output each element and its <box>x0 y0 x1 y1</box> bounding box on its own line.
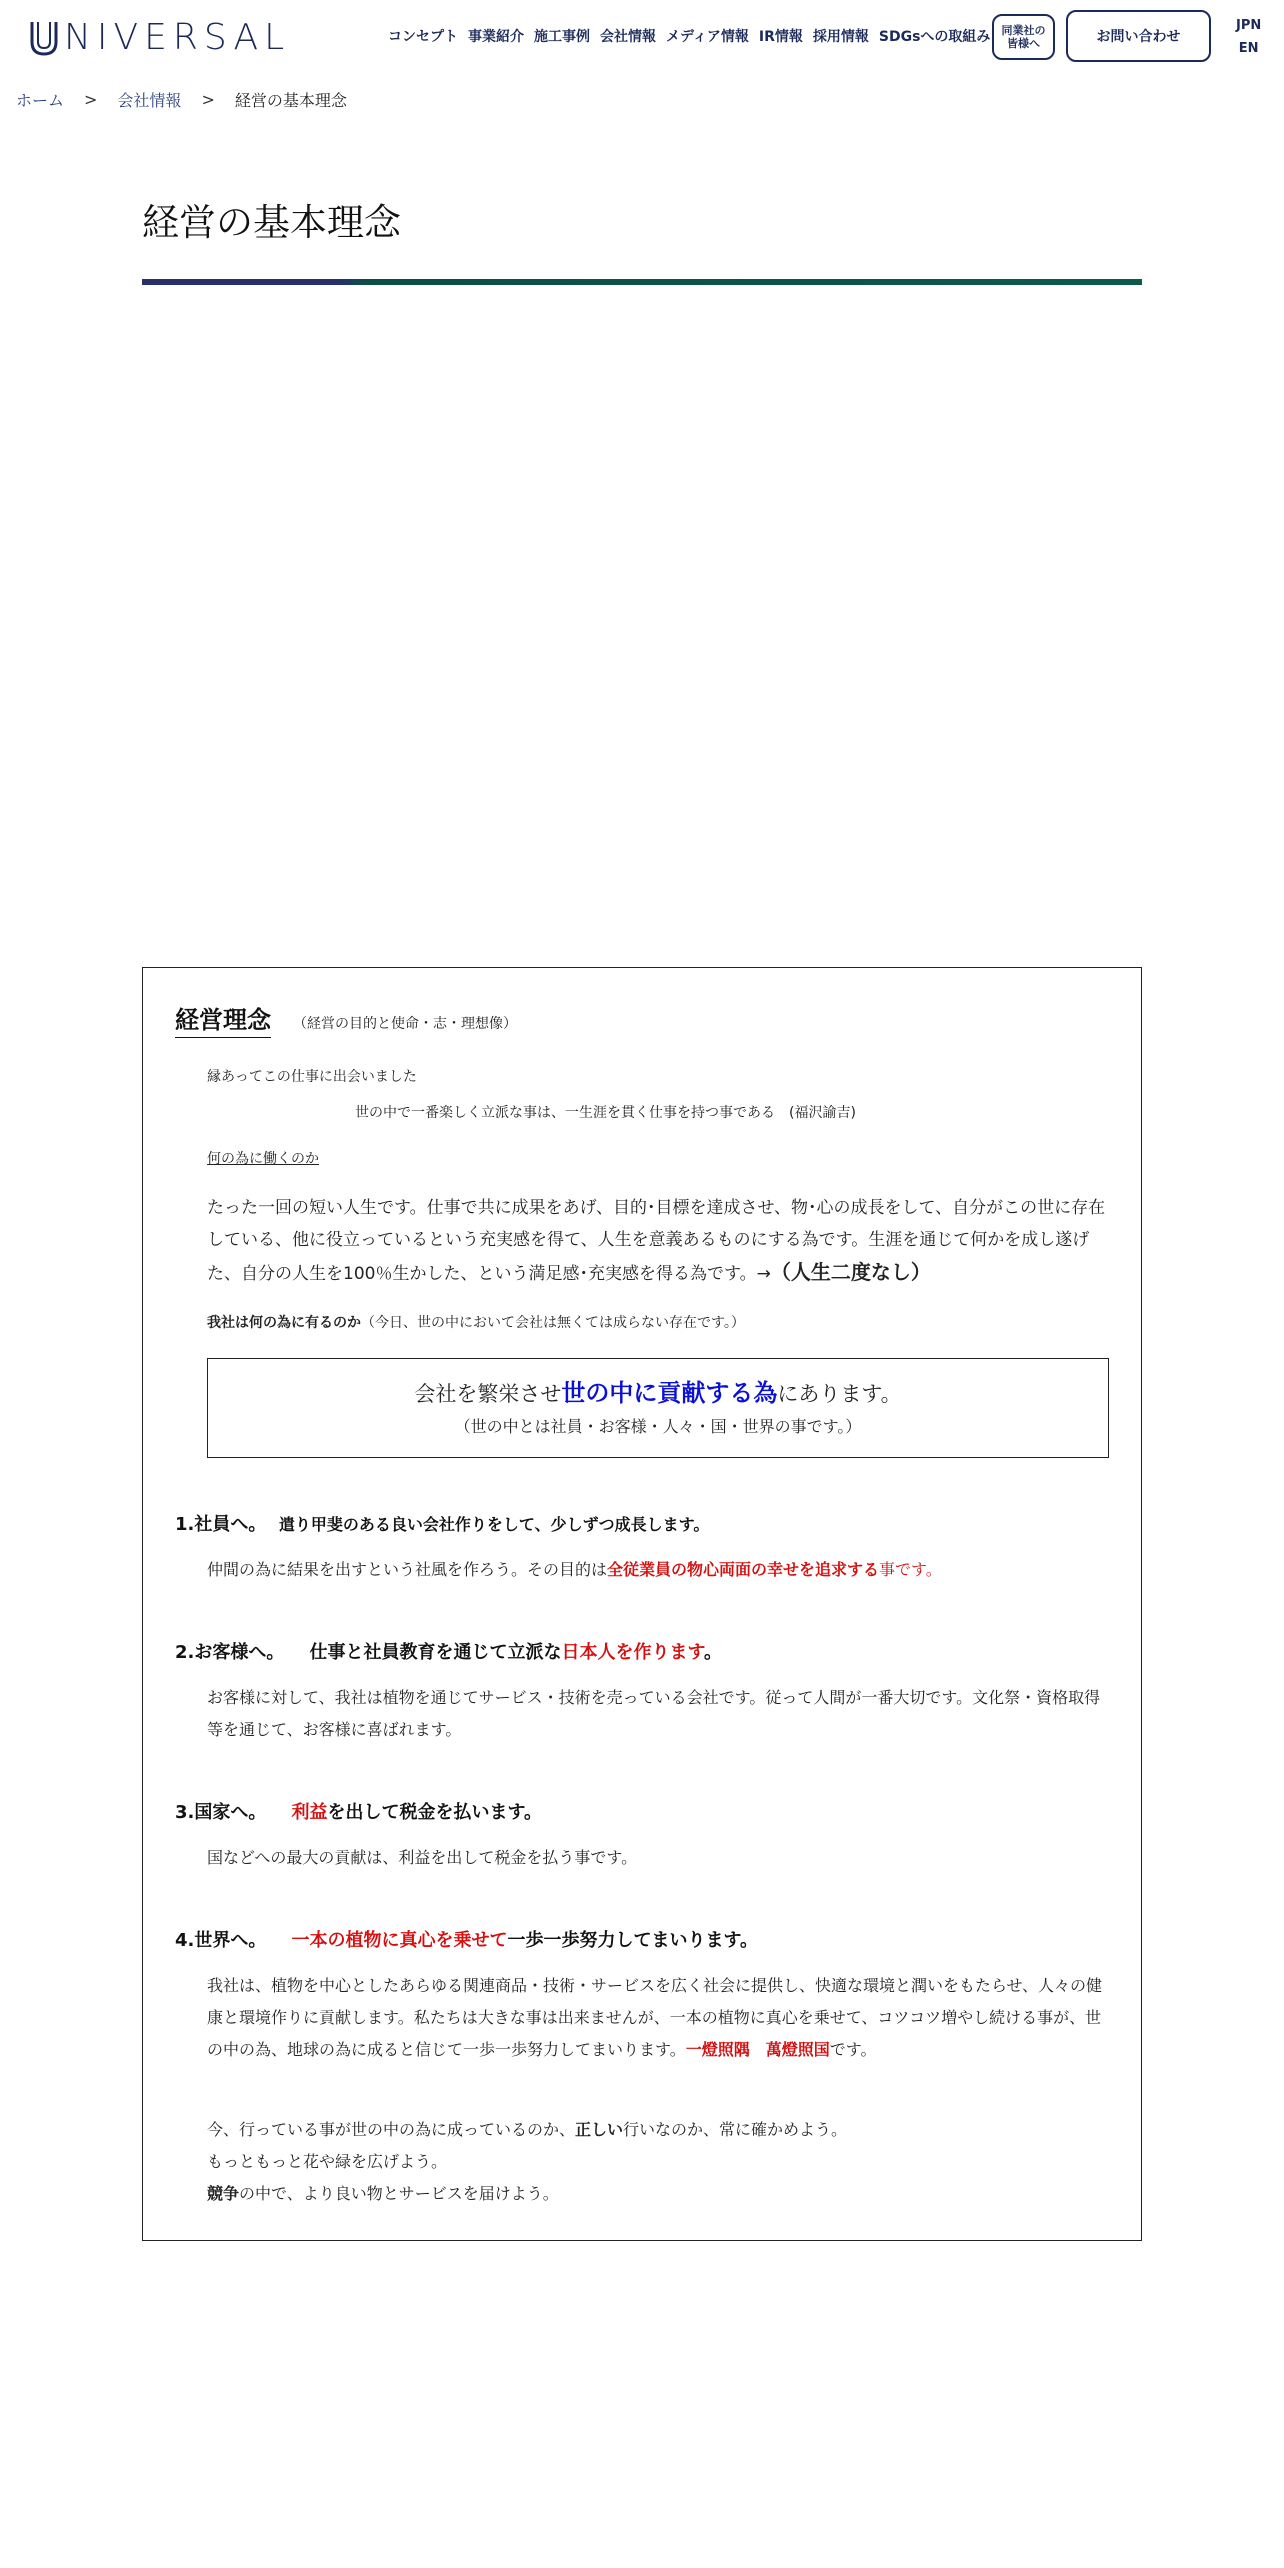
section-employees-goal: 遣り甲斐のある良い会社作りをして、少しずつ成長します。 <box>278 1515 710 1534</box>
section-employees <box>175 1510 1109 1586</box>
section-customers-body: お客様に対して、我社は植物を通じてサービス・技術を売っている会社です。従って人間が一番大切です。文化祭・資格取得等を通じて、お客様に喜ばれます。 <box>207 1688 1101 1739</box>
mission-emphasis: 世の中に貢献する為 <box>561 1379 778 1407</box>
logo-mark-icon <box>26 18 62 58</box>
section-nation-label: 3.国家へ。 <box>175 1802 267 1823</box>
nav-recruit[interactable]: 採用情報 <box>812 29 869 45</box>
nav-ir[interactable]: IR情報 <box>758 29 803 45</box>
section-world-goal: 一歩一歩努力してまいります。 <box>507 1930 759 1951</box>
section-employees-body <box>207 1554 1109 1586</box>
closing-line-1-post: 行いなのか、常に確かめよう。 <box>623 2120 848 2139</box>
section-employees-heading <box>175 1510 1109 1536</box>
section-nation-heading <box>175 1798 1109 1824</box>
closing-line-3-post: の中で、より良い物とサービスを届けよう。 <box>239 2184 559 2203</box>
section-customers-goal: 仕事と社員教育を通じて立派な <box>309 1642 562 1663</box>
philosophy-header <box>175 1000 1109 1038</box>
page-title: 経営の基本理念 <box>142 201 401 244</box>
mission-post: にあります。 <box>777 1382 902 1406</box>
breadcrumb-separator: > <box>201 90 215 109</box>
life-purpose-text <box>207 1192 1109 1290</box>
breadcrumb-separator: > <box>84 90 98 109</box>
partner-button[interactable]: 同業社の 皆様へ <box>992 14 1055 60</box>
section-customers <box>175 1638 1109 1746</box>
section-customers-label: 2.お客様へ。 <box>175 1642 285 1663</box>
closing-line-1-emphasis: 正しい <box>575 2120 624 2139</box>
section-world <box>175 1926 1109 2066</box>
section-employees-label: 1.社員へ。 <box>175 1514 267 1535</box>
philosophy-title: 経営理念 <box>175 1000 271 1038</box>
logo[interactable] <box>26 18 290 58</box>
section-world-body <box>207 1970 1109 2066</box>
section-world-body-text: 我社は、植物を中心としたあらゆる関連商品・技術・サービスを広く社会に提供し、快適な環境と潤いをもたらせ、人々の健康と環境作りに貢献します。私たちは大きな事は出来ませんが、一本の植物に真心を乗せて、コツコツ増やし続ける事が、世の中の為、地球の為に成ると信じて一歩一歩努力してまいります。 <box>207 1976 1103 2059</box>
main-nav <box>388 26 990 46</box>
section-nation-body: 国などへの最大の貢献は、利益を出して税金を払う事です。 <box>207 1848 638 1867</box>
section-employees-body-emphasis: 全従業員の物心両面の幸せを追求する <box>607 1560 880 1579</box>
breadcrumb-current: 経営の基本理念 <box>234 91 347 110</box>
nav-sdgs[interactable]: SDGsへの取組み <box>878 29 991 45</box>
section-world-label: 4.世界へ。 <box>175 1930 267 1951</box>
closing-line-3-emphasis: 競争 <box>207 2184 240 2203</box>
section-nation <box>175 1798 1109 1874</box>
company-purpose-note: （今日、世の中において会社は無くては成らない存在です。） <box>361 1315 745 1331</box>
breadcrumb-home[interactable]: ホーム <box>16 91 65 110</box>
life-purpose-emphasis: （人生二度なし） <box>770 1260 931 1284</box>
section-world-body-emphasis: 一燈照隅 萬燈照国 <box>685 2040 830 2059</box>
closing-line-1-pre: 今、行っている事が世の中の為に成っているのか、 <box>207 2120 576 2139</box>
language-switcher <box>1236 18 1261 56</box>
section-nation-emphasis: 利益 <box>291 1802 328 1823</box>
mission-statement-box <box>207 1358 1109 1458</box>
section-world-emphasis: 一本の植物に真心を乗せて <box>291 1930 508 1951</box>
section-nation-goal: を出して税金を払います。 <box>327 1802 543 1823</box>
section-customers-end: 。 <box>704 1642 723 1663</box>
closing-statement <box>207 2114 1109 2210</box>
closing-line-3 <box>207 2178 1109 2210</box>
title-divider <box>142 279 1142 285</box>
why-work-label: 何の為に働くのか <box>207 1151 319 1167</box>
nav-business[interactable]: 事業紹介 <box>468 29 524 45</box>
nav-concept[interactable]: コンセプト <box>388 29 458 45</box>
section-world-body-end: です。 <box>829 2040 877 2059</box>
nav-works[interactable]: 施工事例 <box>534 29 590 45</box>
lang-jpn[interactable]: JPN <box>1236 18 1262 33</box>
section-employees-body-pre: 仲間の為に結果を出すという社風を作ろう。その目的は <box>207 1560 608 1579</box>
closing-line-1 <box>207 2114 1109 2146</box>
logo-text: NIVERSAL <box>64 17 291 58</box>
philosophy-subtitle: （経営の目的と使命・志・理想像） <box>293 1016 517 1032</box>
encounter-line: 縁あってこの仕事に出会いました <box>207 1069 417 1085</box>
section-world-heading <box>175 1926 1109 1952</box>
contact-button[interactable]: お問い合わせ <box>1066 10 1211 62</box>
fukuzawa-quote: 世の中で一番楽しく立派な事は、一生涯を貫く仕事を持つ事である (福沢諭吉) <box>355 1105 856 1121</box>
breadcrumb <box>16 88 347 111</box>
section-customers-heading <box>175 1638 1109 1664</box>
section-employees-body-post: 事です。 <box>879 1560 942 1579</box>
nav-media[interactable]: メディア情報 <box>666 29 749 45</box>
section-customers-emphasis: 日本人を作ります <box>561 1642 705 1663</box>
mission-statement <box>208 1373 1108 1408</box>
closing-line-2: もっともっと花や緑を広げよう。 <box>207 2152 448 2171</box>
nav-company[interactable]: 会社情報 <box>600 29 656 45</box>
company-purpose-question <box>207 1312 1109 1332</box>
breadcrumb-company[interactable]: 会社情報 <box>117 91 182 110</box>
lang-en[interactable]: EN <box>1238 41 1259 56</box>
philosophy-box <box>142 967 1142 2241</box>
site-header <box>0 0 1284 76</box>
company-purpose-bold: 我社は何の為に有るのか <box>207 1315 361 1331</box>
life-purpose-body: たった一回の短い人生です。仕事で共に成果をあげ、目的･目標を達成させ、物･心の成長をして、自分がこの世に存在している、他に役立っているという充実感を得て、人生を意義あるものにする為です。生涯を通じて何かを成し遂げた、自分の人生を100％生かした、という満足感･充実感を得る為です。→ <box>207 1198 1106 1284</box>
mission-pre: 会社を繁栄させ <box>414 1382 562 1406</box>
mission-subnote: （世の中とは社員・お客様・人々・国・世界の事です。） <box>454 1417 862 1436</box>
